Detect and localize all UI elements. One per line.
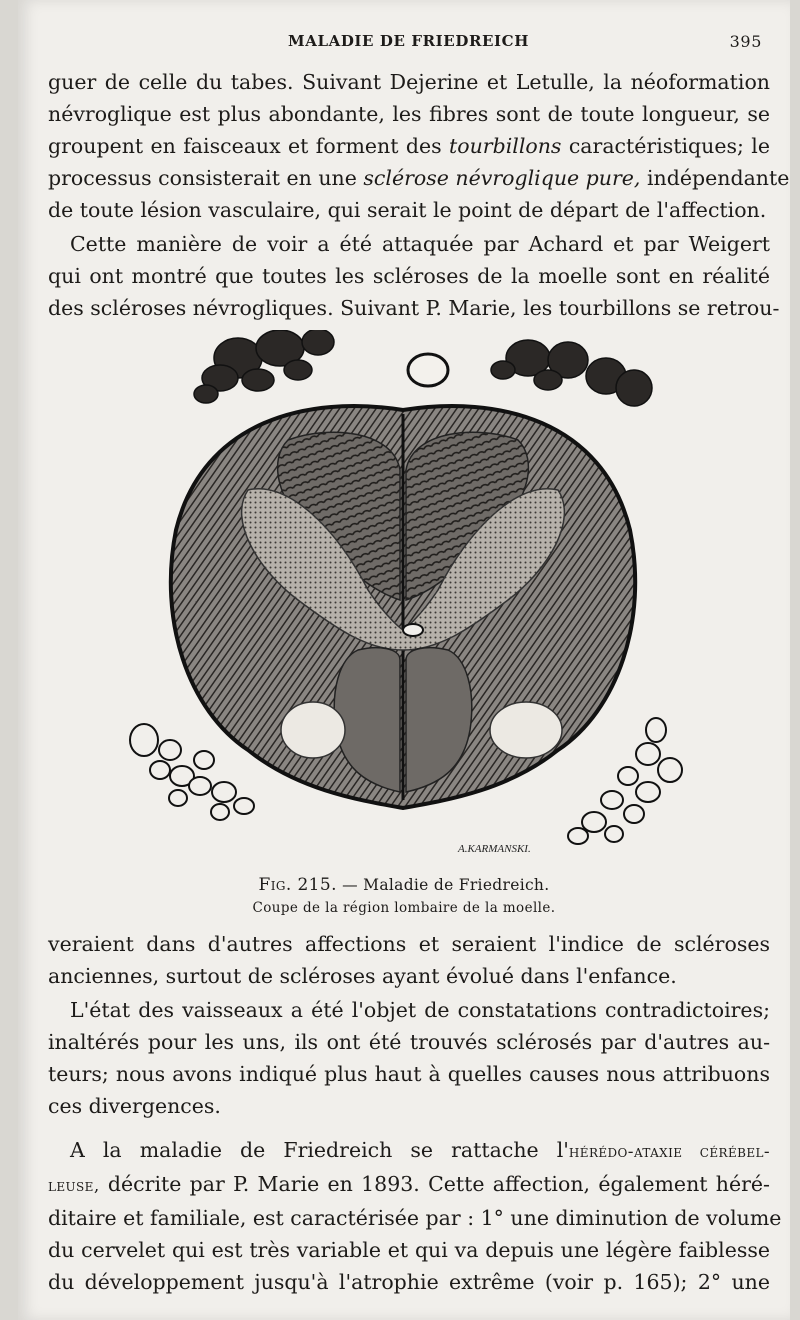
nerve-roots-top-right xyxy=(491,340,652,406)
text-line: qui ont montré que toutes les scléroses de la moelle sont en réalité xyxy=(48,264,770,288)
text-line: leuse, décrite par P. Marie en 1893. Cette affection, également héré- xyxy=(48,1172,770,1196)
text-line: Cette manière de voir a été attaquée par Achard et par Weigert xyxy=(70,232,770,256)
paragraph-2 xyxy=(48,228,780,324)
text-line: A la maladie de Friedreich se rattache l'hérédo-ataxie cérébel- xyxy=(70,1138,770,1162)
spinal-cord-illustration xyxy=(108,330,698,870)
small-caps-term: leuse, xyxy=(48,1176,100,1196)
text-line: teurs; nous avons indiqué plus haut à quelles causes nous attribuons xyxy=(48,1062,770,1086)
nerve-roots-top-left xyxy=(194,330,334,403)
paragraph-3 xyxy=(48,928,770,992)
running-title: MALADIE DE FRIEDREICH xyxy=(288,32,529,50)
text-line: du développement jusqu'à l'atrophie extrême (voir p. 165); 2° une xyxy=(48,1270,770,1294)
text-line: névroglique est plus abondante, les fibres sont de toute longueur, se xyxy=(48,102,770,126)
figure-caption xyxy=(18,875,790,895)
italic-term: tourbillons xyxy=(449,134,562,158)
text-line: de toute lésion vasculaire, qui serait le point de départ de l'affection. xyxy=(48,198,767,222)
figure-subcaption: Coupe de la région lombaire de la moelle. xyxy=(252,900,556,916)
figure-label: Fig. 215. xyxy=(258,875,337,895)
text-line: ces divergences. xyxy=(48,1094,221,1118)
italic-term: sclérose névroglique pure, xyxy=(363,166,641,190)
text-line: veraient dans d'autres affections et seraient l'indice de scléroses xyxy=(48,932,770,956)
page-number: 395 xyxy=(729,32,762,51)
book-page xyxy=(18,0,790,1320)
text-line: groupent en faisceaux et forment des tourbillons caractéristiques; le xyxy=(48,134,770,158)
running-header xyxy=(58,32,762,58)
text-line: des scléroses névrogliques. Suivant P. Marie, les tourbillons se retrou- xyxy=(48,296,780,320)
paragraph-5 xyxy=(48,1134,782,1298)
text-line: L'état des vaisseaux a été l'objet de constatations contradictoires; xyxy=(70,998,770,1022)
blood-vessel xyxy=(408,354,448,386)
nerve-roots-bottom-right xyxy=(568,718,682,844)
text-line: du cervelet qui est très variable et qui va depuis une légère faiblesse xyxy=(48,1238,770,1262)
text-line: anciennes, surtout de scléroses ayant évolué dans l'enfance. xyxy=(48,964,677,988)
figure-title: — Maladie de Friedreich. xyxy=(342,876,550,894)
text-line: inaltérés pour les uns, ils ont été trouvés sclérosés par d'autres au- xyxy=(48,1030,770,1054)
small-caps-term: hérédo-ataxie cérébel- xyxy=(568,1142,770,1162)
engraver-signature: A.KARMANSKI. xyxy=(458,843,531,855)
text-line: guer de celle du tabes. Suivant Dejerine et Letulle, la néoformation xyxy=(48,70,770,94)
text-line: ditaire et familiale, est caractérisée par : 1° une diminution de volume xyxy=(48,1206,782,1230)
text-line: processus consisterait en une sclérose névroglique pure, indépendante xyxy=(48,166,790,190)
paragraph-1 xyxy=(48,66,790,226)
paragraph-4 xyxy=(48,994,770,1122)
